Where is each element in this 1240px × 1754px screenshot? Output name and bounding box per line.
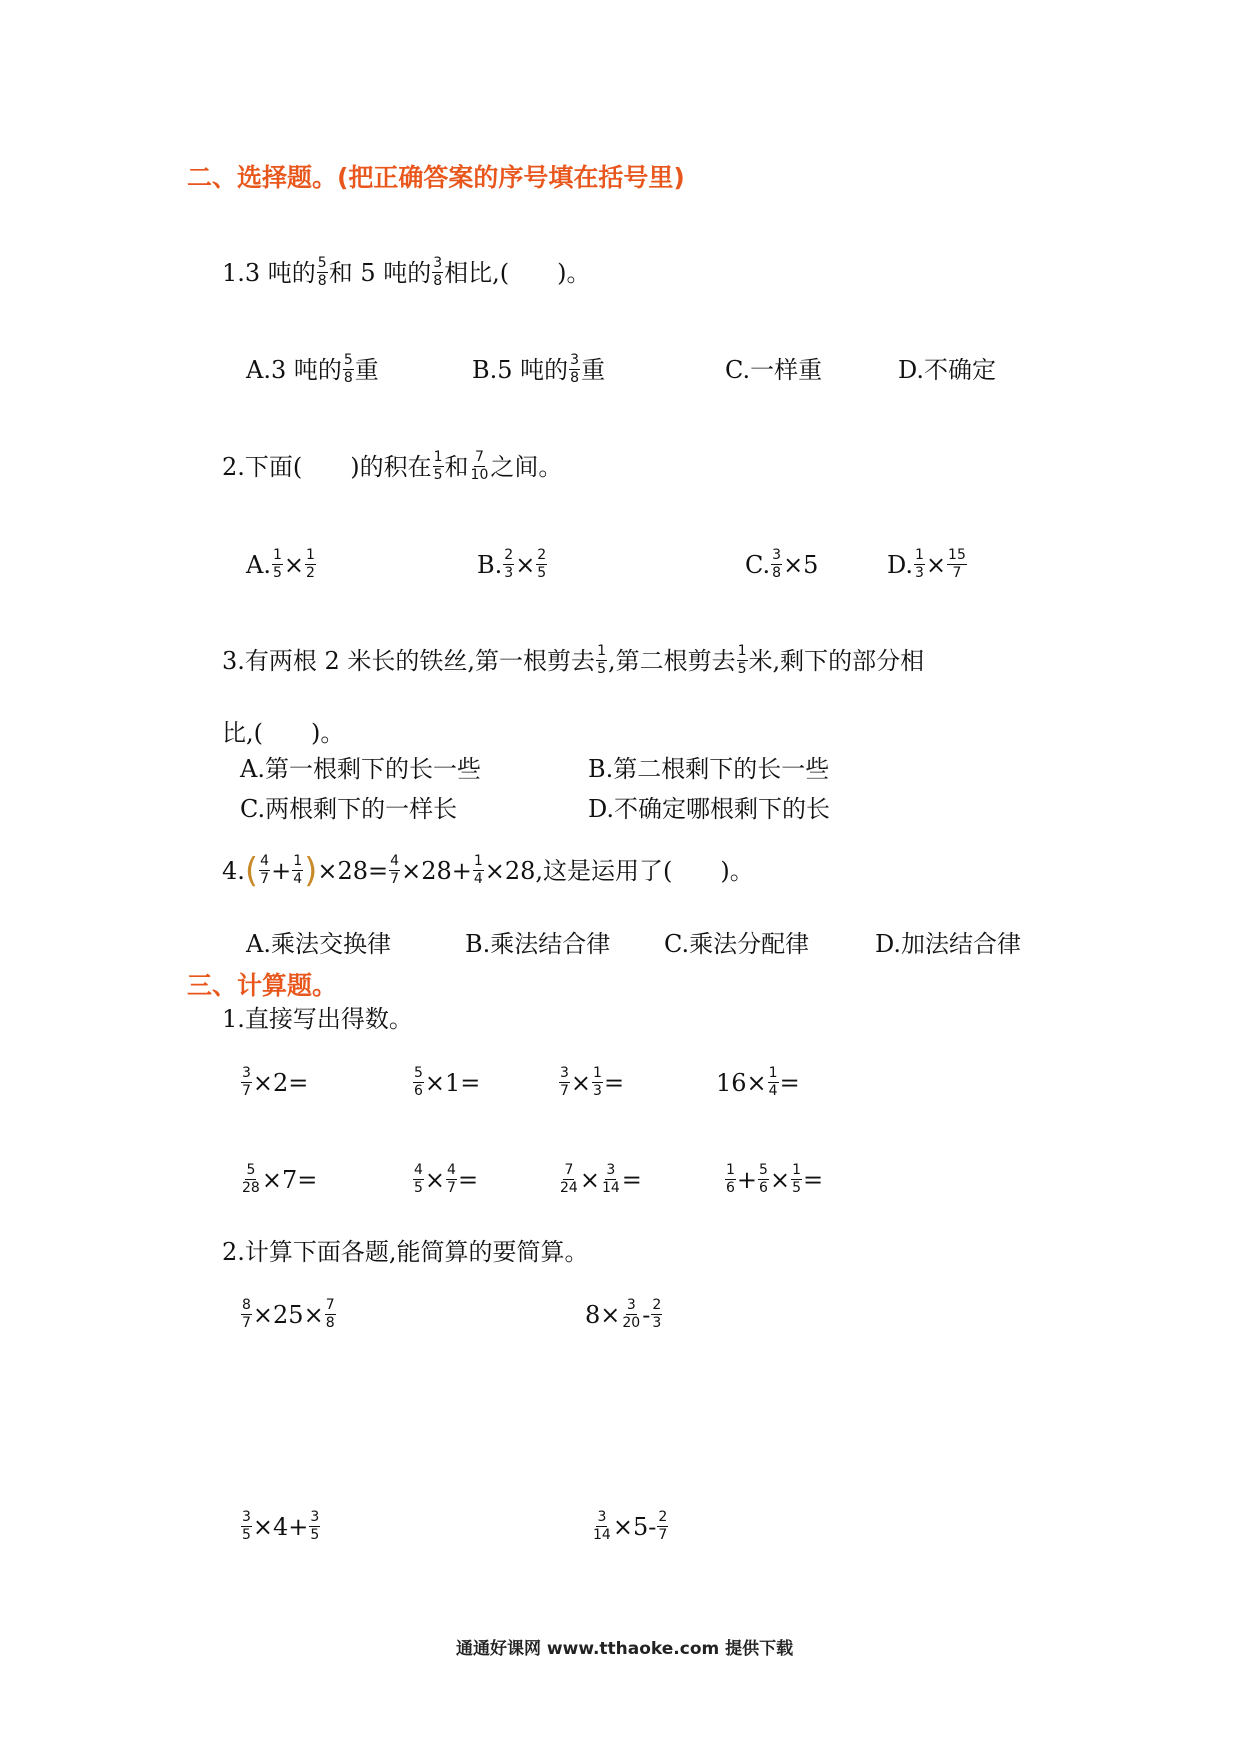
section2-title: 二、选择题。(把正确答案的序号填在括号里) xyxy=(187,163,685,192)
fraction: $\frac{3}{5}$ xyxy=(242,1509,251,1543)
question-1-prefix: 1.3 吨的 xyxy=(222,259,316,287)
fraction: $\frac{3}{7}$ xyxy=(560,1065,569,1099)
q3-option-b: B.第二根剩下的长一些 xyxy=(588,755,830,783)
fraction: $\frac{3}{20}$ xyxy=(622,1297,641,1331)
question-1-suffix: 相比,( )。 xyxy=(444,259,591,287)
fraction: $\frac{7}{10}$ xyxy=(470,449,489,483)
fraction: $\frac{3}{8}$ xyxy=(433,255,443,289)
q4-option-c: C.乘法分配律 xyxy=(664,930,810,958)
fraction: $\frac{4}{5}$ xyxy=(414,1162,423,1196)
q1-option-d: D.不确定 xyxy=(898,356,997,384)
calc-item: 16× $\frac{1}{4}$ = xyxy=(716,1065,800,1099)
fraction: $\frac{1}{2}$ xyxy=(306,547,315,581)
q4-option-b: B.乘法结合律 xyxy=(465,930,611,958)
q4-option-a: A.乘法交换律 xyxy=(246,930,391,958)
fraction: $\frac{1}{5}$ xyxy=(792,1162,801,1196)
part-2-title: 2.计算下面各题,能简算的要简算。 xyxy=(222,1238,589,1266)
fraction: $\frac{3}{8}$ xyxy=(570,352,580,386)
fraction: $\frac{3}{5}$ xyxy=(310,1509,320,1543)
fraction: $\frac{5}{6}$ xyxy=(414,1065,423,1099)
calc-expression: $\frac{3}{5}$ ×4+ $\frac{3}{5}$ xyxy=(242,1509,320,1543)
fraction: $\frac{1}{4}$ xyxy=(293,853,303,887)
q2-option-b: B. $\frac{2}{3}$ × $\frac{2}{5}$ xyxy=(477,547,547,581)
fraction: $\frac{1}{5}$ xyxy=(737,643,747,677)
fraction: $\frac{1}{5}$ xyxy=(597,643,606,677)
fraction: $\frac{5}{8}$ xyxy=(343,352,353,386)
fraction: $\frac{4}{7}$ xyxy=(390,853,400,887)
calc-expression: $\frac{3}{14}$ ×5- $\frac{2}{7}$ xyxy=(593,1509,668,1543)
fraction: $\frac{2}{3}$ xyxy=(652,1297,662,1331)
fraction: $\frac{1}{5}$ xyxy=(433,449,443,483)
q2-option-d: D. $\frac{1}{3}$ × $\frac{15}{7}$ xyxy=(887,547,966,581)
calc-item: $\frac{1}{6}$ + $\frac{5}{6}$ × $\frac{1}{5}$ = xyxy=(726,1162,824,1196)
calc-item: $\frac{5}{6}$ ×1= xyxy=(414,1065,481,1099)
fraction: $\frac{8}{7}$ xyxy=(242,1297,251,1331)
calc-item: $\frac{4}{5}$ × $\frac{4}{7}$ = xyxy=(414,1162,479,1196)
calc-item: $\frac{3}{7}$ × $\frac{1}{3}$ = xyxy=(560,1065,625,1099)
fraction: $\frac{2}{7}$ xyxy=(658,1509,668,1543)
calc-item: $\frac{3}{7}$ ×2= xyxy=(242,1065,309,1099)
fraction: $\frac{1}{3}$ xyxy=(915,547,924,581)
fraction: $\frac{3}{14}$ xyxy=(601,1162,620,1196)
fraction: $\frac{4}{7}$ xyxy=(447,1162,456,1196)
q2-option-a: A. $\frac{1}{5}$ × $\frac{1}{2}$ xyxy=(246,547,315,581)
question-1-mid: 和 5 吨的 xyxy=(328,259,432,287)
fraction: $\frac{2}{5}$ xyxy=(537,547,547,581)
fraction: $\frac{7}{24}$ xyxy=(560,1162,578,1196)
open-paren: ( xyxy=(244,850,259,891)
fraction: $\frac{7}{8}$ xyxy=(325,1297,335,1331)
q1-option-b: B.5 吨的 $\frac{3}{8}$ 重 xyxy=(472,352,606,386)
close-paren: ) xyxy=(304,850,318,891)
calc-item: $\frac{5}{28}$ ×7= xyxy=(242,1162,318,1196)
calc-expression: 8× $\frac{3}{20}$ - $\frac{2}{3}$ xyxy=(585,1297,662,1331)
question-3-line2: 比,( )。 xyxy=(222,719,345,747)
fraction: $\frac{3}{8}$ xyxy=(772,547,782,581)
fraction: $\frac{1}{4}$ xyxy=(768,1065,778,1099)
fraction: $\frac{1}{4}$ xyxy=(473,853,483,887)
q1-option-a: A.3 吨的 $\frac{5}{8}$ 重 xyxy=(246,352,379,386)
q3-option-d: D.不确定哪根剩下的长 xyxy=(588,795,831,823)
q1-option-c: C.一样重 xyxy=(725,356,823,384)
fraction: $\frac{1}{3}$ xyxy=(593,1065,602,1099)
section3-title: 三、计算题。 xyxy=(187,971,338,1000)
fraction: $\frac{1}{6}$ xyxy=(726,1162,735,1196)
footer-text: 通通好课网 www.tthaoke.com 提供下载 xyxy=(456,1639,794,1659)
q3-option-c: C.两根剩下的一样长 xyxy=(240,795,458,823)
fraction: $\frac{5}{8}$ xyxy=(317,255,327,289)
calc-expression: $\frac{8}{7}$ ×25× $\frac{7}{8}$ xyxy=(242,1297,335,1331)
fraction: $\frac{2}{3}$ xyxy=(504,547,514,581)
q2-option-c: C. $\frac{3}{8}$ ×5 xyxy=(745,547,819,581)
fraction: $\frac{15}{7}$ xyxy=(948,547,966,581)
fraction: $\frac{4}{7}$ xyxy=(260,853,270,887)
fraction: $\frac{3}{14}$ xyxy=(593,1509,611,1543)
fraction: $\frac{1}{5}$ xyxy=(272,547,282,581)
fraction: $\frac{3}{7}$ xyxy=(242,1065,251,1099)
part-1-title: 1.直接写出得数。 xyxy=(222,1005,413,1033)
question-2: 2.下面( )的积在 $\frac{1}{5}$ 和 $\frac{7}{10}$ 之间。 xyxy=(222,449,563,483)
fraction: $\frac{5}{28}$ xyxy=(242,1162,260,1196)
fraction: $\frac{5}{6}$ xyxy=(759,1162,768,1196)
q3-option-a: A.第一根剩下的长一些 xyxy=(240,755,481,783)
question-3-line1: 3.有两根 2 米长的铁丝,第一根剪去 $\frac{1}{5}$ ,第二根剪去 $\frac{1}{5}$ 米,剩下的部分相 xyxy=(222,643,925,677)
question-1 xyxy=(222,255,591,291)
q4-option-d: D.加法结合律 xyxy=(875,930,1022,958)
calc-item: $\frac{7}{24}$ × $\frac{3}{14}$ = xyxy=(560,1162,642,1196)
question-4: 4.( $\frac{4}{7}$ + $\frac{1}{4}$ )×28= $\frac{4}{7}$ ×28+ $\frac{1}{4}$ ×28,这是运用了( )。 xyxy=(222,850,754,891)
